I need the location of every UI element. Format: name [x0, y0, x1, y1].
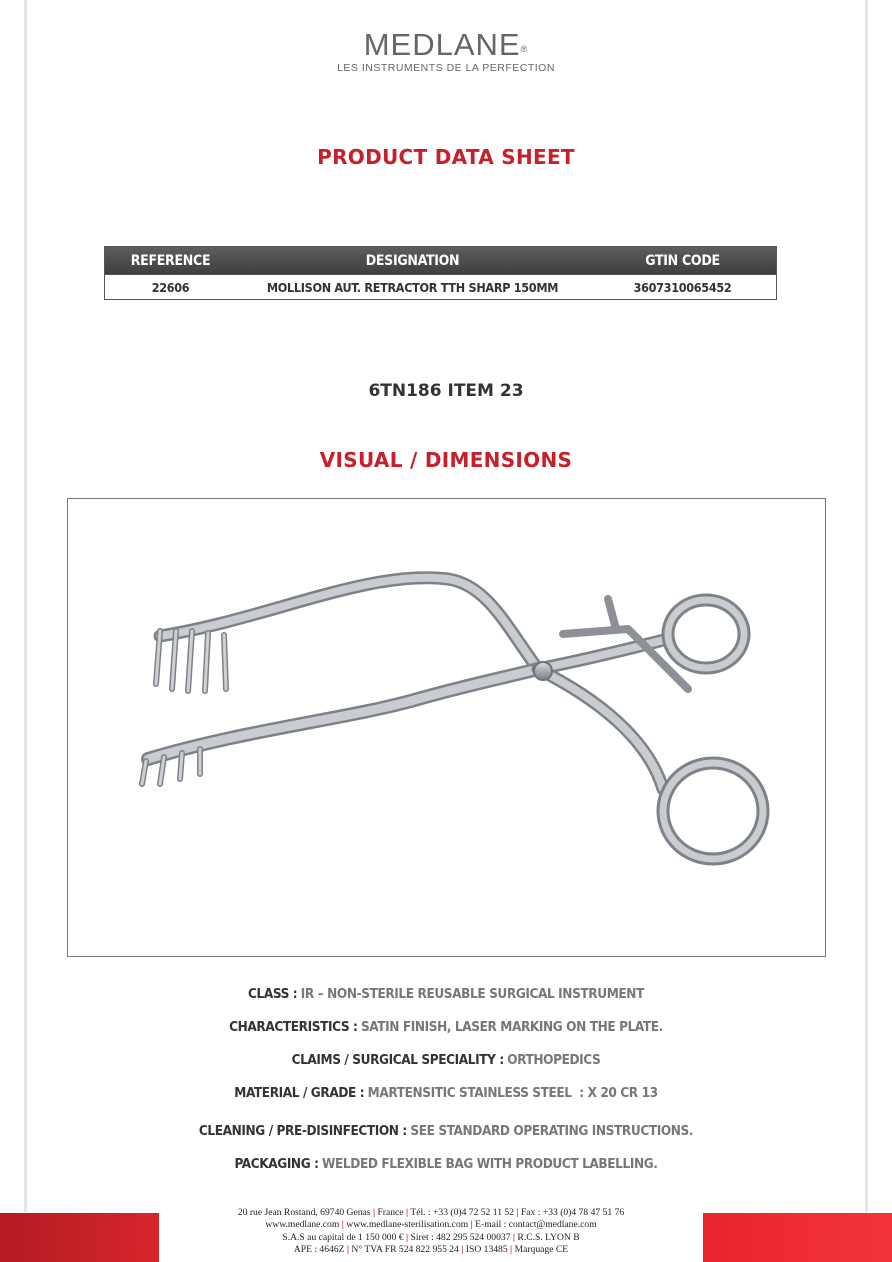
spec-value: SEE STANDARD OPERATING INSTRUCTIONS. [410, 1123, 694, 1139]
registered-mark: ® [520, 44, 529, 54]
spec-value: WELDED FLEXIBLE BAG WITH PRODUCT LABELLING. [322, 1156, 658, 1172]
cell-reference: 22606 [151, 279, 190, 295]
brand-name [0, 28, 892, 62]
spec-class [0, 986, 892, 1002]
header-gtin: GTIN CODE [645, 252, 720, 269]
spec-cleaning [0, 1123, 892, 1139]
retractor-image [68, 499, 825, 956]
footer-line-1: 20 rue Jean Rostand, 69740 Genas | France | Tél. : +33 (0)4 72 52 11 52 | Fax : +33 (0)4 78 47 51 76 [237, 1207, 625, 1218]
footer-bar-right [703, 1213, 892, 1262]
sterilisation-website-link[interactable]: www.medlane-sterilisation.com [346, 1219, 469, 1231]
spec-material [0, 1085, 892, 1101]
product-image-frame [67, 498, 826, 957]
brand-logo [0, 28, 892, 74]
footer-line-2: www.medlane.com | www.medlane-sterilisation.com | E-mail : contact@medlane.com [265, 1219, 597, 1231]
item-code: 6TN186 ITEM 23 [368, 381, 524, 401]
product-table [104, 246, 777, 300]
ce-marking: Marquage CE [514, 1243, 569, 1255]
spec-value: SATIN FINISH, LASER MARKING ON THE PLATE. [360, 1019, 663, 1035]
visual-title: VISUAL / DIMENSIONS [319, 448, 573, 472]
siret: Siret : 482 295 524 00037 [410, 1231, 511, 1243]
address: 20 rue Jean Rostand, 69740 Genas [237, 1207, 371, 1218]
footer-address [159, 1207, 703, 1256]
website-link[interactable]: www.medlane.com [265, 1219, 340, 1231]
vat: N° TVA FR 524 822 955 24 [351, 1243, 459, 1255]
brand-tagline: LES INSTRUMENTS DE LA PERFECTION [337, 62, 555, 74]
spec-value: MARTENSITIC STAINLESS STEEL : X 20 CR 13 [367, 1085, 658, 1101]
rcs: R.C.S. LYON B [517, 1231, 580, 1243]
spec-label: MATERIAL / GRADE : [234, 1085, 365, 1101]
footer-line-4: APE : 4646Z | N° TVA FR 524 822 955 24 | ISO 13485 | Marquage CE [293, 1243, 569, 1255]
spec-claims [0, 1052, 892, 1068]
capital: S.A.S au capital de 1 150 000 € [282, 1231, 404, 1243]
brand-name-text: MEDLANE [363, 27, 521, 62]
spec-value: ORTHOPEDICS [507, 1052, 601, 1068]
spec-label: CLASS : [248, 986, 298, 1002]
table-header-row [105, 247, 776, 274]
cell-gtin: 3607310065452 [633, 279, 732, 295]
spec-label: CHARACTERISTICS : [229, 1019, 358, 1035]
sheet-title: PRODUCT DATA SHEET [317, 145, 575, 169]
header-reference: REFERENCE [130, 252, 211, 269]
spec-label: CLAIMS / SURGICAL SPECIALITY : [291, 1052, 504, 1068]
spec-label: CLEANING / PRE-DISINFECTION : [198, 1123, 407, 1139]
iso: ISO 13485 [465, 1243, 508, 1255]
ape: APE : 4646Z [293, 1243, 345, 1255]
header-designation: DESIGNATION [365, 252, 460, 269]
spec-packaging [0, 1156, 892, 1172]
spec-characteristics [0, 1019, 892, 1035]
footer-bar-left [0, 1213, 159, 1262]
spec-label: PACKAGING : [234, 1156, 319, 1172]
spec-value: IR – NON-STERILE REUSABLE SURGICAL INSTRUMENT [300, 986, 644, 1002]
footer-line-3: S.A.S au capital de 1 150 000 € | Siret : 482 295 524 00037 | R.C.S. LYON B [282, 1231, 580, 1243]
cell-designation: MOLLISON AUT. RETRACTOR TTH SHARP 150MM [266, 279, 559, 295]
table-row [105, 274, 776, 299]
phone: Tél. : +33 (0)4 72 52 11 52 [410, 1207, 514, 1218]
email-link[interactable]: E-mail : contact@medlane.com [475, 1219, 597, 1231]
fax: Fax : +33 (0)4 78 47 51 76 [520, 1207, 625, 1218]
country: France [377, 1207, 404, 1218]
